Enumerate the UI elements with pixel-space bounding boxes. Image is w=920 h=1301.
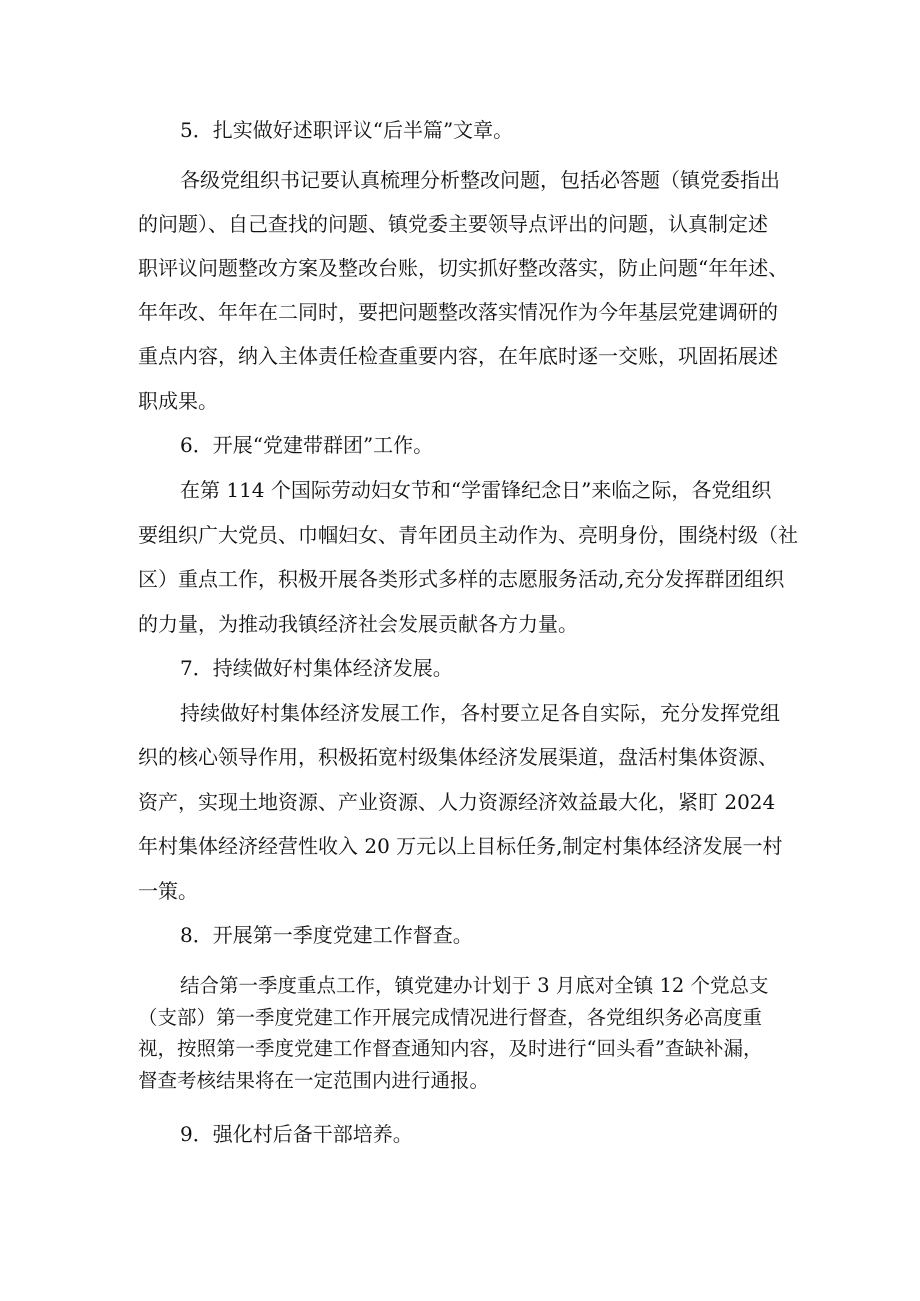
section-7-line-1: 持续做好村集体经济发展工作，各村要立足各自实际，充分发挥党组 xyxy=(180,701,780,725)
section-5-heading: 5．扎实做好述职评议“后半篇”文章。 xyxy=(180,118,514,142)
section-8-heading: 8．开展第一季度党建工作督查。 xyxy=(180,923,473,947)
section-7-line-4: 年村集体经济经营性收入 20 万元以上目标任务,制定村集体经济发展一村 xyxy=(138,834,783,858)
section-7-line-2: 织的核心领导作用，积极拓宽村级集体经济发展渠道，盘活村集体资源、 xyxy=(138,745,778,769)
section-6-heading: 6．开展“党建带群团”工作。 xyxy=(180,433,434,457)
section-7-line-3: 资产，实现土地资源、产业资源、人力资源经济效益最大化，紧盯 2024 xyxy=(138,790,776,814)
section-6-line-3: 区）重点工作，积极开展各类形式多样的志愿服务活动,充分发挥群团组织 xyxy=(138,567,785,591)
section-5-line-5: 重点内容，纳入主体责任检查重要内容，在年底时逐一交账，巩固拓展述 xyxy=(138,344,778,368)
section-8-line-2: （支部）第一季度党建工作开展完成情况进行督查，各党组织务必高度重 xyxy=(138,1006,763,1029)
section-8-line-4: 督查考核结果将在一定范围内进行通报。 xyxy=(138,1069,490,1092)
section-9-heading: 9．强化村后备干部培养。 xyxy=(180,1122,413,1146)
section-5-line-2: 的问题）、自己查找的问题、镇党委主要领导点评出的问题，认真制定述 xyxy=(138,212,768,236)
section-7-line-5: 一策。 xyxy=(138,879,198,903)
section-8-line-3: 视，按照第一季度党建工作督查通知内容，及时进行“回头看”查缺补漏， xyxy=(138,1037,763,1060)
section-6-line-4: 的力量，为推动我镇经济社会发展贡献各方力量。 xyxy=(138,612,578,636)
section-7-heading: 7．持续做好村集体经济发展。 xyxy=(180,656,453,680)
section-5-line-4: 年年改、年年在二同时，要把问题整改落实情况作为今年基层党建调研的 xyxy=(138,300,778,324)
section-5-line-1: 各级党组织书记要认真梳理分析整改问题，包括必答题（镇党委指出 xyxy=(180,168,780,192)
section-5-line-3: 职评议问题整改方案及整改台账，切实抓好整改落实，防止问题“年年述、 xyxy=(138,256,789,280)
section-8-line-1: 结合第一季度重点工作，镇党建办计划于 3 月底对全镇 12 个党总支 xyxy=(180,974,769,997)
section-6-line-1: 在第 114 个国际劳动妇女节和“学雷锋纪念日”来临之际，各党组织 xyxy=(180,478,772,502)
section-6-line-2: 要组织广大党员、巾帼妇女、青年团员主动作为、亮明身份，围绕村级（社 xyxy=(138,523,798,547)
section-5-line-6: 职成果。 xyxy=(138,389,218,413)
